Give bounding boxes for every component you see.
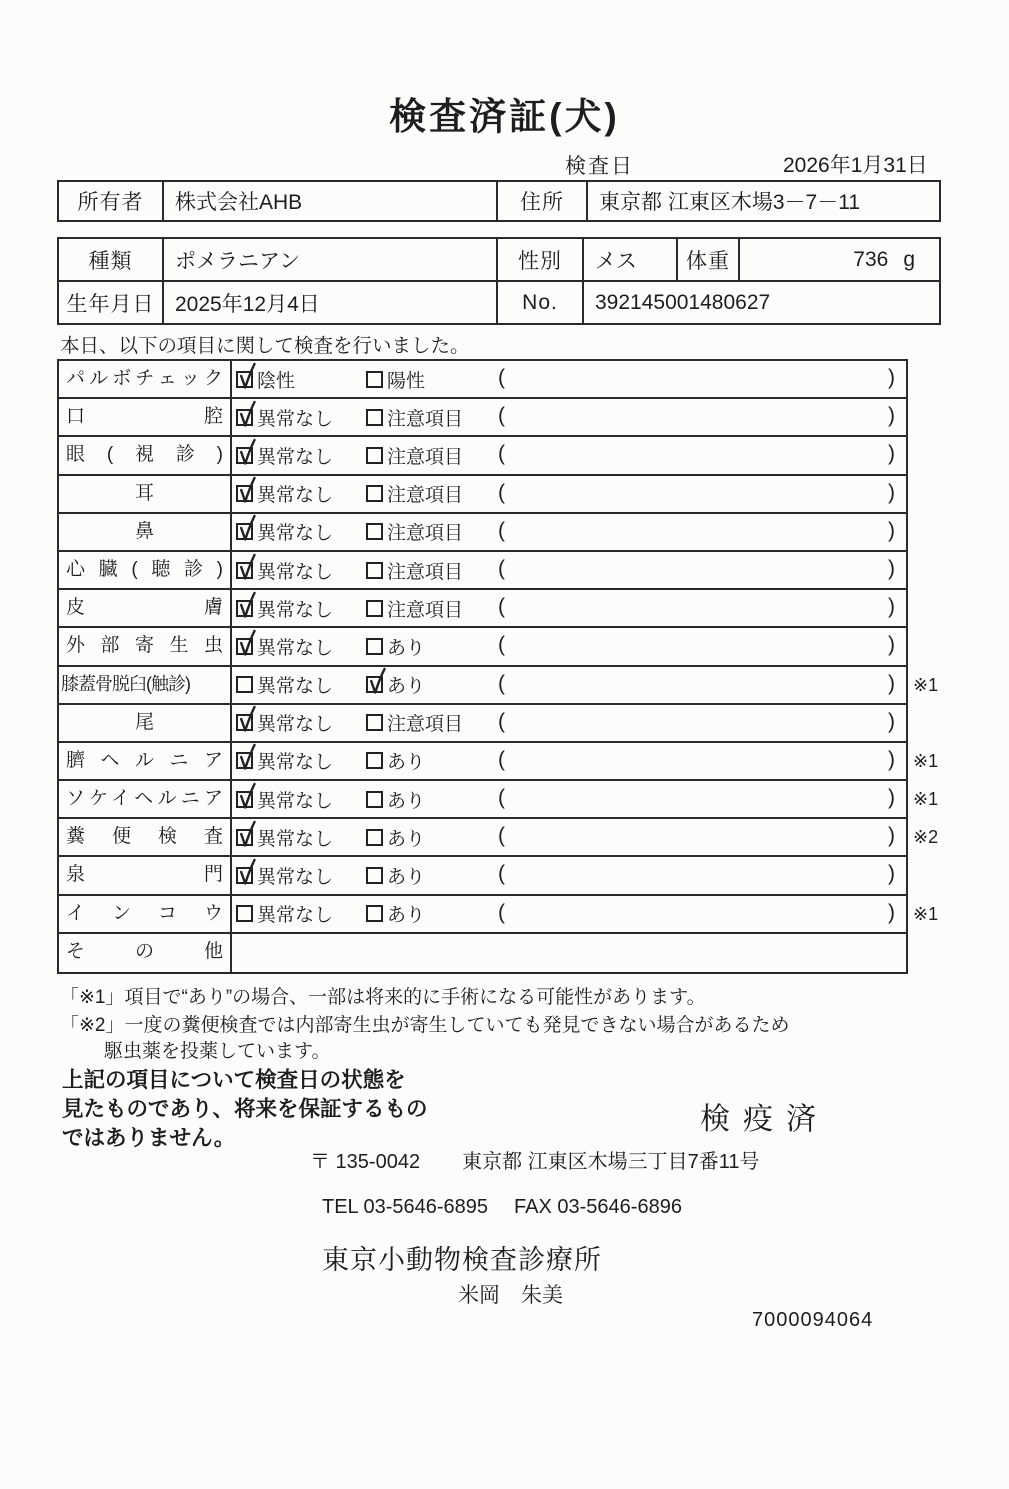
exam-option-1 [236,476,333,512]
check-mark-icon [235,362,259,392]
checkbox-icon [236,485,253,502]
exam-row-body [232,628,906,664]
no-label: No. [496,282,582,323]
exam-row [59,361,906,399]
result-paren-close: ) [888,518,895,542]
exam-row-body [232,361,906,397]
exam-option-2-label: あり [387,637,426,659]
result-paren-close: ) [888,633,895,657]
result-paren-close: ) [888,862,895,886]
intro-text: 本日、以下の項目に関して検査を行いました。 [60,335,470,357]
exam-option-2-label: 注意項目 [387,485,464,507]
checkbox-icon [366,600,383,617]
document-number: 7000094064 [752,1309,874,1331]
exam-option-2 [366,514,463,550]
exam-row [59,667,939,705]
exam-row-body [232,476,906,512]
exam-option-2 [366,705,463,741]
exam-row [59,399,906,437]
exam-option-2 [366,399,463,435]
address-label: 住所 [496,182,586,220]
checkbox-icon [366,791,383,808]
clinic-phone-line [322,1196,682,1219]
exam-option-1-label: 陰性 [257,370,296,392]
exam-row [59,476,906,514]
checkbox-icon [366,638,383,655]
result-paren-close: ) [888,900,895,924]
checkbox-icon [236,676,253,693]
result-paren-open: ( [498,366,505,389]
exam-option-1-label: 異常なし [257,561,334,583]
exam-row-body [232,743,906,779]
result-paren-open: ( [498,556,505,580]
footnote-1: 「※1」項目で“あり”の場合、一部は将来的に手術になる可能性があります。 [60,987,706,1008]
exam-row-body [232,705,906,741]
address-value: 東京都 江東区木場3－7－11 [586,182,939,220]
checkbox-icon [236,714,253,731]
check-mark-icon [235,591,259,621]
exam-row-remark: ※1 [913,674,939,695]
weight-cell [738,239,939,280]
sex-label: 性別 [496,239,582,280]
exam-row [59,857,906,895]
exam-option-2 [366,361,425,397]
exam-option-2 [366,628,425,664]
checkbox-icon [366,523,383,540]
exam-row [59,781,939,819]
exam-option-2-label: あり [387,867,426,889]
checkbox-icon [236,409,253,426]
exam-option-1 [236,437,333,473]
checkbox-icon [236,600,253,617]
exam-row [59,819,939,857]
footnote-2-line1: 「※2」一度の糞便検査では内部寄生虫が寄生していても発見できない場合があるため [60,1015,790,1036]
exam-row [59,934,906,972]
result-paren-open: ( [498,518,505,542]
quarantine-stamp: 検疫済 [700,1103,829,1136]
exam-item-label: 尾 [59,705,232,741]
check-mark-icon [235,858,259,888]
result-paren-close: ) [888,786,895,810]
result-paren-open: ( [498,404,505,428]
exam-row [59,590,906,628]
result-paren-open: ( [498,900,505,924]
checkbox-icon [236,905,253,922]
check-mark-icon [235,743,259,773]
exam-option-2-label: 注意項目 [387,714,464,736]
exam-option-1 [236,590,333,626]
result-paren-open: ( [498,862,505,886]
exam-option-2 [366,896,425,932]
result-paren-close: ) [888,556,895,580]
result-paren-close: ) [888,366,895,389]
checkbox-icon [236,829,253,846]
checkbox-icon [366,409,383,426]
exam-option-1-label: 異常なし [257,752,334,774]
exam-item-label: ソケイヘルニア [59,781,232,817]
exam-option-1-label: 異常なし [257,905,334,927]
result-paren-close: ) [888,480,895,504]
exam-option-1 [236,628,333,664]
exam-option-2 [366,552,463,588]
exam-item-label: 外部寄生虫 [59,628,232,664]
checkbox-icon [366,371,383,388]
exam-option-2 [366,781,425,817]
examiner-name: 米岡 朱美 [458,1284,563,1307]
result-paren-open: ( [498,480,505,504]
exam-option-2-label: あり [387,752,426,774]
exam-row-remark: ※1 [913,750,939,771]
exam-row-body [232,399,906,435]
result-paren-open: ( [498,442,505,466]
checkbox-icon [236,752,253,769]
pet-row-birth [59,282,939,323]
exam-row-body [232,437,906,473]
check-mark-icon [235,820,259,850]
exam-option-2-label: 注意項目 [387,408,464,430]
exam-option-1 [236,361,295,397]
result-paren-close: ) [888,404,895,428]
exam-row-body [232,552,906,588]
checkbox-icon [366,562,383,579]
breed-label: 種類 [88,249,133,273]
result-paren-close: ) [888,824,895,848]
exam-option-1-label: 異常なし [257,867,334,889]
check-mark-icon [235,476,259,506]
exam-option-1-label: 異常なし [257,828,334,850]
pet-table [57,237,941,325]
exam-row [59,743,939,781]
checkbox-icon [366,829,383,846]
exam-option-2 [366,819,425,855]
exam-row [59,628,906,666]
exam-option-1-label: 異常なし [257,676,334,698]
checkbox-icon [236,447,253,464]
exam-option-1 [236,705,333,741]
result-paren-close: ) [888,747,895,771]
result-paren-open: ( [498,824,505,848]
exam-option-1 [236,552,333,588]
exam-row-body [232,934,906,972]
exam-option-1 [236,667,333,703]
exam-option-2-label: 陽性 [387,370,426,392]
exam-option-2 [366,437,463,473]
exam-table [57,359,939,974]
breed-value: ポメラニアン [162,239,496,280]
exam-item-label: 皮膚 [59,590,232,626]
exam-row [59,552,906,590]
birth-value: 2025年12月4日 [162,282,496,323]
pet-row-breed [59,239,939,282]
exam-option-2-label: あり [387,676,426,698]
result-paren-close: ) [888,442,895,466]
exam-option-2-label: あり [387,790,426,812]
owner-table [57,180,941,222]
owner-label: 所有者 [77,191,144,214]
check-mark-icon [235,514,259,544]
exam-option-2 [366,590,463,626]
exam-option-2-label: 注意項目 [387,446,464,468]
check-mark-icon [365,667,389,697]
disclaimer-line-2: 見たものであり、将来を保証するもの [62,1097,428,1121]
tel-number: TEL 03-5646-6895 [322,1196,489,1218]
checkbox-icon [366,905,383,922]
checkbox-icon [236,523,253,540]
check-mark-icon [235,438,259,468]
exam-option-2 [366,743,425,779]
exam-option-2-label: あり [387,828,426,850]
result-paren-open: ( [498,747,505,771]
checkbox-icon [366,676,383,693]
check-mark-icon [235,782,259,812]
disclaimer-text [62,1066,428,1153]
exam-option-1 [236,857,333,893]
weight-label: 体重 [676,239,738,280]
exam-option-1 [236,781,333,817]
inspection-date-label: 検査日 [565,155,634,178]
postal-code: 〒 135-0042 [310,1151,421,1173]
result-paren-close: ) [888,671,895,695]
exam-row [59,705,906,743]
exam-item-label: 耳 [59,476,232,512]
checkbox-icon [366,714,383,731]
footnote-2-line2: 駆虫薬を投薬しています。 [104,1041,331,1062]
exam-option-2-label: 注意項目 [387,561,464,583]
exam-option-1 [236,514,333,550]
exam-row-body [232,590,906,626]
fax-number: FAX 03-5646-6896 [514,1196,682,1218]
check-mark-icon [235,400,259,430]
exam-item-label: 臍ヘルニア [59,743,232,779]
clinic-address-line [310,1145,760,1174]
birth-label: 生年月日 [66,292,155,316]
exam-item-label: その他 [59,934,232,972]
exam-option-2 [366,667,425,703]
exam-item-label: インコウ [59,896,232,932]
exam-option-1-label: 異常なし [257,446,334,468]
checkbox-icon [236,371,253,388]
exam-option-1 [236,896,333,932]
exam-item-label: 鼻 [59,514,232,550]
exam-row-remark: ※2 [913,827,939,848]
exam-option-2-label: 注意項目 [387,599,464,621]
exam-item-label: 膝蓋骨脱臼(触診) [59,667,232,703]
exam-item-label: パルボチェック [59,361,232,397]
exam-option-1-label: 異常なし [257,408,334,430]
result-paren-open: ( [498,633,505,657]
exam-option-2-label: あり [387,905,426,927]
exam-row-body [232,781,906,817]
exam-option-1 [236,743,333,779]
exam-row [59,896,939,934]
exam-row-remark: ※1 [913,789,939,810]
checkbox-icon [366,752,383,769]
exam-item-label: 口腔 [59,399,232,435]
checkbox-icon [236,791,253,808]
result-paren-open: ( [498,595,505,619]
no-value: 392145001480627 [582,282,939,323]
exam-item-label: 心臓(聴診) [59,552,232,588]
checkbox-icon [236,867,253,884]
owner-value: 株式会社AHB [162,182,496,220]
exam-option-2 [366,476,463,512]
exam-item-label: 眼(視診) [59,437,232,473]
checkbox-icon [236,638,253,655]
inspection-date-value: 2026年1月31日 [783,154,928,177]
clinic-address: 東京都 江東区木場三丁目7番11号 [462,1151,760,1173]
exam-option-2-label: 注意項目 [387,523,464,545]
exam-row-body [232,857,906,893]
exam-option-1 [236,819,333,855]
exam-option-1-label: 異常なし [257,790,334,812]
exam-row [59,437,906,475]
exam-row-body [232,896,906,932]
owner-row [59,182,939,220]
weight-value: 736 [853,247,889,271]
checkbox-icon [366,447,383,464]
exam-option-1-label: 異常なし [257,485,334,507]
check-mark-icon [235,705,259,735]
exam-option-1-label: 異常なし [257,714,334,736]
check-mark-icon [235,629,259,659]
result-paren-open: ( [498,786,505,810]
disclaimer-line-3: ではありません。 [62,1126,236,1150]
result-paren-close: ) [888,709,895,733]
exam-row-body [232,667,906,703]
exam-row-body [232,819,906,855]
result-paren-open: ( [498,709,505,733]
exam-item-label: 泉門 [59,857,232,893]
checkbox-icon [366,485,383,502]
result-paren-open: ( [498,671,505,695]
exam-option-1-label: 異常なし [257,637,334,659]
result-paren-close: ) [888,595,895,619]
weight-unit: g [903,247,915,271]
exam-row-remark: ※1 [913,903,939,924]
clinic-name: 東京小動物検査診療所 [322,1245,602,1275]
exam-row-body [232,514,906,550]
sex-value: メス [582,239,676,280]
exam-option-1-label: 異常なし [257,523,334,545]
page-title: 検査済証(犬) [389,96,620,137]
exam-option-1-label: 異常なし [257,599,334,621]
check-mark-icon [235,553,259,583]
checkbox-icon [236,562,253,579]
disclaimer-line-1: 上記の項目について検査日の状態を [62,1068,406,1092]
exam-option-1 [236,399,333,435]
checkbox-icon [366,867,383,884]
exam-option-2 [366,857,425,893]
exam-row [59,514,906,552]
exam-item-label: 糞便検査 [59,819,232,855]
